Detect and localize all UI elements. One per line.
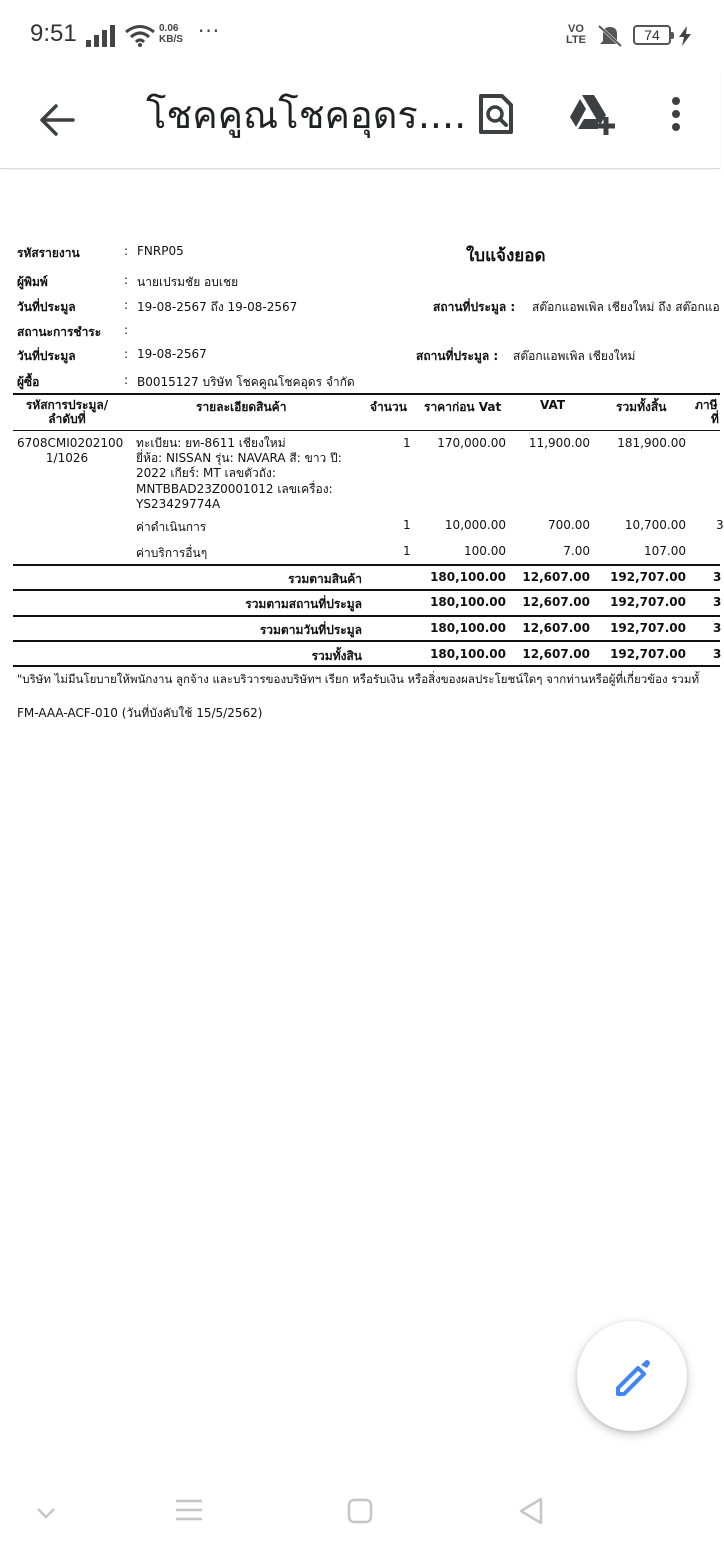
square-home-icon[interactable]	[347, 1498, 373, 1524]
fee-label: ค่าดำเนินการ	[136, 520, 207, 534]
auction-date2-label: วันที่ประมูล	[17, 349, 76, 363]
header-rule	[13, 430, 720, 431]
location-range: สต๊อกแอพเพิล เชียงใหม่ ถึง สต๊อกแอ	[532, 300, 720, 314]
summary-tax: 3	[713, 647, 722, 661]
summary-total: 192,707.00	[610, 570, 686, 584]
back-button[interactable]	[30, 90, 84, 150]
auction-date2-value: 19-08-2567	[137, 347, 207, 361]
summary-total: 192,707.00	[610, 647, 686, 661]
colon: :	[124, 323, 129, 337]
arrow-left-icon	[39, 104, 75, 136]
summary-label: รวมตามวันที่ประมูล	[259, 623, 362, 637]
drive-add-icon	[568, 93, 616, 135]
summary-price: 180,100.00	[430, 621, 506, 635]
summary-vat: 12,607.00	[522, 570, 590, 584]
document-heading: ใบแจ้งยอด	[466, 246, 546, 266]
item-vat: 11,900.00	[528, 436, 590, 450]
colon: :	[124, 244, 129, 258]
triangle-back-icon[interactable]	[518, 1496, 544, 1526]
disclaimer: "บริษัท ไม่มีนโยบายให้พนักงาน ลูกจ้าง และบริวารของบริษัทฯ เรียก หรือรับเงิน หรือสิ่งของผลประโยชน์ใดๆ จากท่านหรือผู้ที่เกี่ยวข้อง รวมทั้	[17, 672, 700, 686]
document-page	[0, 170, 724, 1490]
summary-label: รวมตามสถานที่ประมูล	[245, 597, 362, 611]
colon: :	[124, 347, 129, 361]
fee-total: 10,700.00	[624, 518, 686, 532]
item-qty: 1	[403, 436, 411, 450]
summary-price: 180,100.00	[430, 647, 506, 661]
report-code-value: FNRP05	[137, 244, 184, 258]
bell-muted-icon	[596, 24, 626, 48]
summary-tax: 3	[713, 595, 722, 609]
payment-status-label: สถานะการชำระ	[17, 325, 102, 339]
summary-label: รวมทั้งสิน	[311, 649, 362, 663]
fee-tax: 3	[716, 518, 724, 532]
item-price: 170,000.00	[437, 436, 506, 450]
more-vert-icon	[671, 96, 681, 132]
report-code-label: รหัสรายงาน	[17, 246, 80, 260]
wifi-icon	[124, 24, 156, 48]
summary-price: 180,100.00	[430, 570, 506, 584]
summary-vat: 12,607.00	[522, 595, 590, 609]
col-code-header: รหัสการประมูล/ ลำดับที่	[25, 398, 109, 426]
document-search-icon	[478, 93, 514, 135]
buyer-value: B0015127 บริษัท โชคคูณโชคอุดร จำกัด	[137, 375, 355, 389]
chevron-down-icon[interactable]	[36, 1506, 56, 1520]
colon: :	[124, 273, 129, 287]
document-title: โชคคูณโชคอุดร....	[146, 93, 467, 137]
col-detail-header: รายละเอียดสินค้า	[196, 400, 287, 414]
find-in-document-button[interactable]	[470, 88, 522, 140]
table-bottom-rule	[13, 665, 720, 667]
app-bar	[0, 72, 720, 169]
location2-value: สต๊อกแอพเพิล เชียงใหม่	[513, 349, 636, 363]
printer-label: ผู้พิมพ์	[17, 275, 48, 289]
item-total: 181,900.00	[617, 436, 686, 450]
col-price-header: ราคาก่อน Vat	[424, 400, 502, 414]
summary-vat: 12,607.00	[522, 621, 590, 635]
summary-total: 192,707.00	[610, 595, 686, 609]
summary-rule	[13, 589, 720, 591]
fee-vat: 7.00	[563, 544, 590, 558]
item-code: 6708CMI0202100 1/1026	[17, 436, 124, 465]
edit-fab-button[interactable]	[577, 1321, 687, 1431]
form-code: FM-AAA-ACF-010 (วันที่บังคับใช้ 15/5/2562)	[17, 706, 263, 720]
fee-qty: 1	[403, 518, 411, 532]
fee-vat: 700.00	[548, 518, 590, 532]
fee-price: 100.00	[464, 544, 506, 558]
summary-tax: 3	[713, 570, 722, 584]
more-options-button[interactable]	[656, 88, 696, 140]
summary-price: 180,100.00	[430, 595, 506, 609]
volte-badge: VO LTE	[566, 23, 586, 46]
menu-lines-icon[interactable]	[176, 1498, 202, 1522]
summary-vat: 12,607.00	[522, 647, 590, 661]
auction-date-label: วันที่ประมูล	[17, 300, 76, 314]
location-label: สถานที่ประมูล :	[433, 300, 516, 314]
printer-value: นายเปรมชัย อบเชย	[137, 275, 239, 289]
system-nav-bar	[0, 1490, 720, 1560]
buyer-label: ผู้ซื้อ	[17, 375, 40, 389]
summary-rule	[13, 564, 720, 566]
summary-total: 192,707.00	[610, 621, 686, 635]
fee-label: ค่าบริการอื่นๆ	[136, 546, 208, 560]
clock: 9:51	[30, 20, 77, 47]
col-tax-header: ภาษี ที่	[695, 398, 719, 426]
fee-price: 10,000.00	[444, 518, 506, 532]
charging-icon	[678, 26, 692, 46]
auction-date-range: 19-08-2567 ถึง 19-08-2567	[137, 300, 298, 314]
item-detail: ทะเบียน: ยท-8611 เชียงใหม่ ยี่ห้อ: NISSAN รุ่น: NAVARA สี: ขาว ปี: 2022 เกียร์: MT เลขตัวถัง: MNTBBAD23Z0001012 เลขเครื่อง: YS23429774A	[136, 436, 342, 511]
col-total-header: รวมทั้งสิ้น	[616, 400, 667, 414]
network-speed: 0.06 KB/S	[159, 23, 183, 45]
more-notifications-icon: ···	[198, 19, 221, 43]
battery-level: 74	[633, 25, 671, 45]
add-to-drive-button[interactable]	[566, 88, 618, 140]
signal-icon	[86, 25, 118, 47]
summary-rule	[13, 640, 720, 642]
summary-label: รวมตามสินค้า	[288, 572, 362, 586]
fee-qty: 1	[403, 544, 411, 558]
colon: :	[124, 373, 129, 387]
location2-label: สถานที่ประมูล :	[416, 349, 499, 363]
summary-tax: 3	[713, 621, 722, 635]
status-bar	[0, 0, 720, 72]
col-vat-header: VAT	[540, 398, 566, 412]
table-top-rule	[13, 393, 720, 395]
col-qty-header: จำนวน	[370, 400, 407, 414]
fee-total: 107.00	[644, 544, 686, 558]
colon: :	[124, 298, 129, 312]
summary-rule	[13, 615, 720, 617]
edit-pencil-icon	[612, 1356, 652, 1396]
